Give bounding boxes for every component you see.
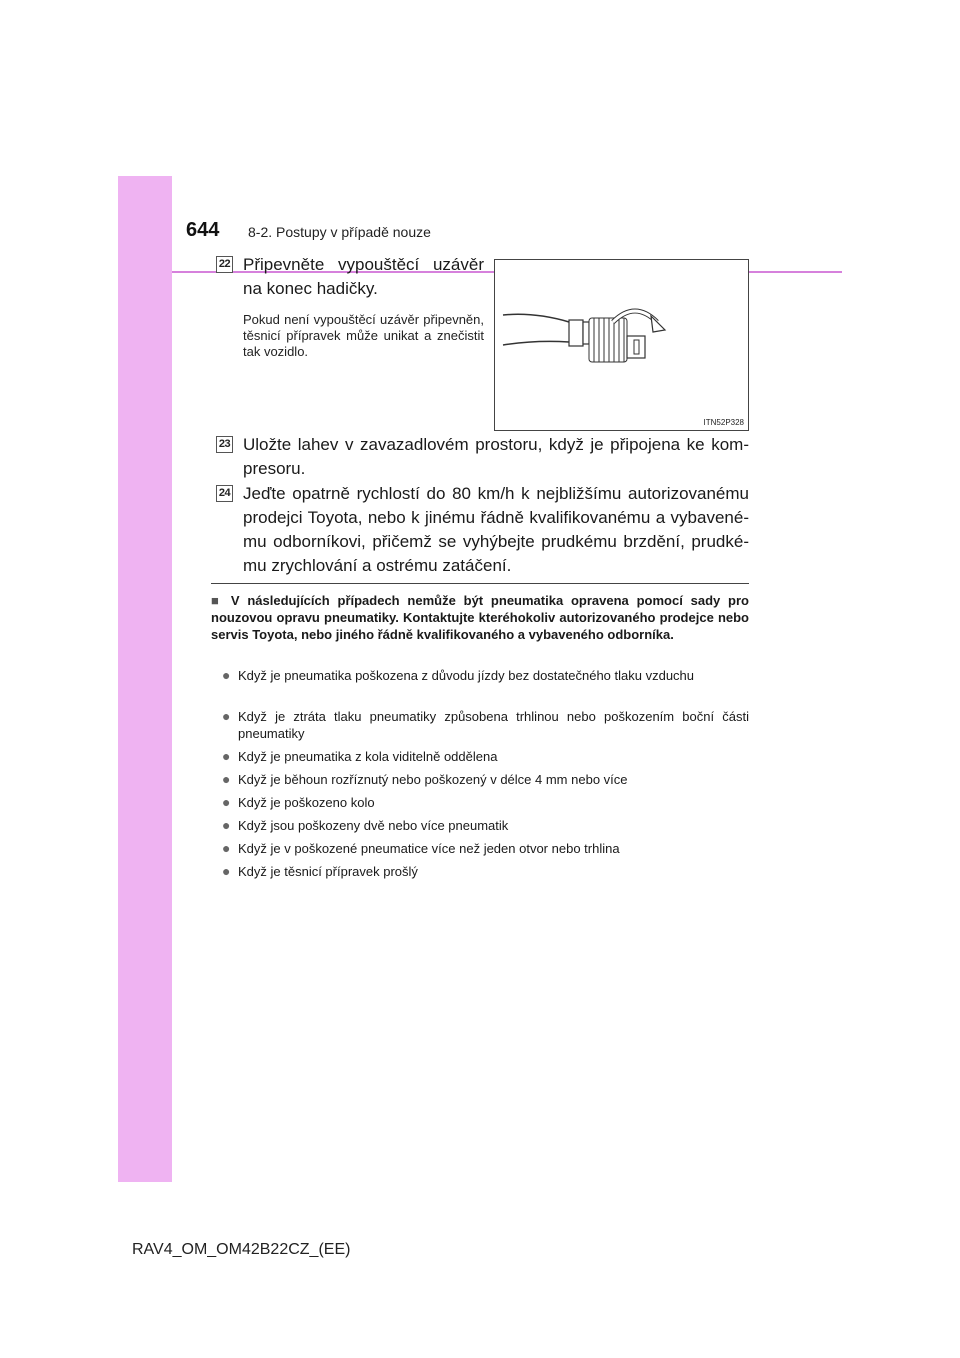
list-item: ● Když je pneumatika z kola viditelně oddělena <box>222 748 498 764</box>
chapter-sidebar-tab <box>118 176 172 1182</box>
step-number-22: 22 <box>216 256 233 273</box>
bullet-dot-icon: ● <box>222 708 231 724</box>
section-divider <box>211 583 749 584</box>
square-bullet-icon: ■ <box>211 593 224 608</box>
document-code: RAV4_OM_OM42B22CZ_(EE) <box>132 1241 351 1258</box>
notice-heading-text: V následujících případech nemůže být pneumatika opravena pomocí sady pro nouzovou opravu pneumatiky. Kontaktujte kteréhokoliv autorizovaného prodejce nebo servis Toyota, nebo jiného řádně kvalifikovaného a vybaveného odborníka. <box>211 593 749 642</box>
bullet-dot-icon: ● <box>222 748 231 764</box>
page-number: 644 <box>186 219 220 241</box>
bullet-dot-icon: ● <box>222 667 231 683</box>
hose-with-cap-icon <box>495 260 748 430</box>
drain-cap-illustration <box>494 259 749 431</box>
step-number-24: 24 <box>216 485 233 502</box>
list-item: ● Když jsou poškozeny dvě nebo více pneumatik <box>222 817 509 833</box>
step-22-text: Připevněte vypouštěcí uzávěr na konec hadičky. <box>243 255 484 298</box>
bullet-dot-icon: ● <box>222 863 231 879</box>
list-item: ● Když je v poškozené pneumatice více než jeden otvor nebo trhlina <box>222 840 620 856</box>
bullet-dot-icon: ● <box>222 840 231 856</box>
step-number-23: 23 <box>216 436 233 453</box>
section-title: 8-2. Postupy v případě nouze <box>248 224 431 240</box>
figure-code: ITN52P328 <box>703 418 744 427</box>
step-23-text: Uložte lahev v zavazadlovém prostoru, když je připojena ke kompresoru. <box>243 435 749 478</box>
notice-heading <box>211 592 749 643</box>
bullet-dot-icon: ● <box>222 771 231 787</box>
list-item: ● Když je běhoun rozříznutý nebo poškozený v délce 4 mm nebo více <box>222 771 628 787</box>
list-item: ● Když je pneumatika poškozena z důvodu jízdy bez dostatečného tlaku vzduchu <box>222 667 695 683</box>
list-item: ● Když je ztráta tlaku pneumatiky způsobena trhlinou nebo poškozením boční části pneumatiky <box>222 708 749 741</box>
bullet-dot-icon: ● <box>222 817 231 833</box>
step-24-text: Jeďte opatrně rychlostí do 80 km/h k nejbližšímu autorizovanému prodejci Toyota, nebo k jinému řádně kvalifikovanému a vybavenému odborníkovi, přičemž se vyhýbejte prudkému brzdění, prudkému zrychlování a ostrému zatáčení. <box>243 484 749 575</box>
list-item: ● Když je těsnicí přípravek prošlý <box>222 863 418 879</box>
bullet-dot-icon: ● <box>222 794 231 810</box>
list-item: ● Když je poškozeno kolo <box>222 794 375 810</box>
step-22-note: Pokud není vypouštěcí uzávěr připevněn, těsnicí přípravek může unikat a znečistit tak vozidlo. <box>243 312 484 359</box>
